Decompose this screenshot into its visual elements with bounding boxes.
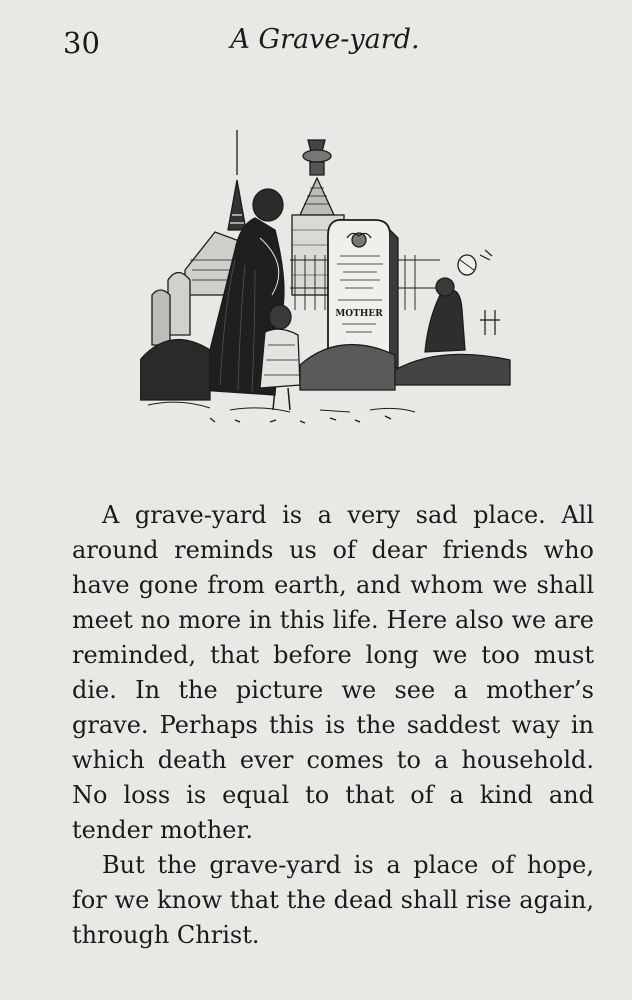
page-number: 30 <box>63 26 100 60</box>
running-title: A Grave-yard. <box>230 24 420 55</box>
headstone-inscription: MOTHER <box>335 309 383 319</box>
paragraph: A grave-yard is a very sad place. All around reminds us of dear friends who have gone from earth, and whom we shall meet no more in this life. Here also we are reminded, that before long we too must die. In the picture we see a mother’s grave. Perhaps this is the saddest way in which death ever comes to a household. No loss is equal to that of a kind and tender mother. <box>72 501 594 844</box>
body-text <box>72 498 594 953</box>
graveyard-illustration <box>140 120 520 440</box>
paragraph: But the grave-yard is a place of hope, for we know that the dead shall rise again, through Christ. <box>72 851 594 949</box>
